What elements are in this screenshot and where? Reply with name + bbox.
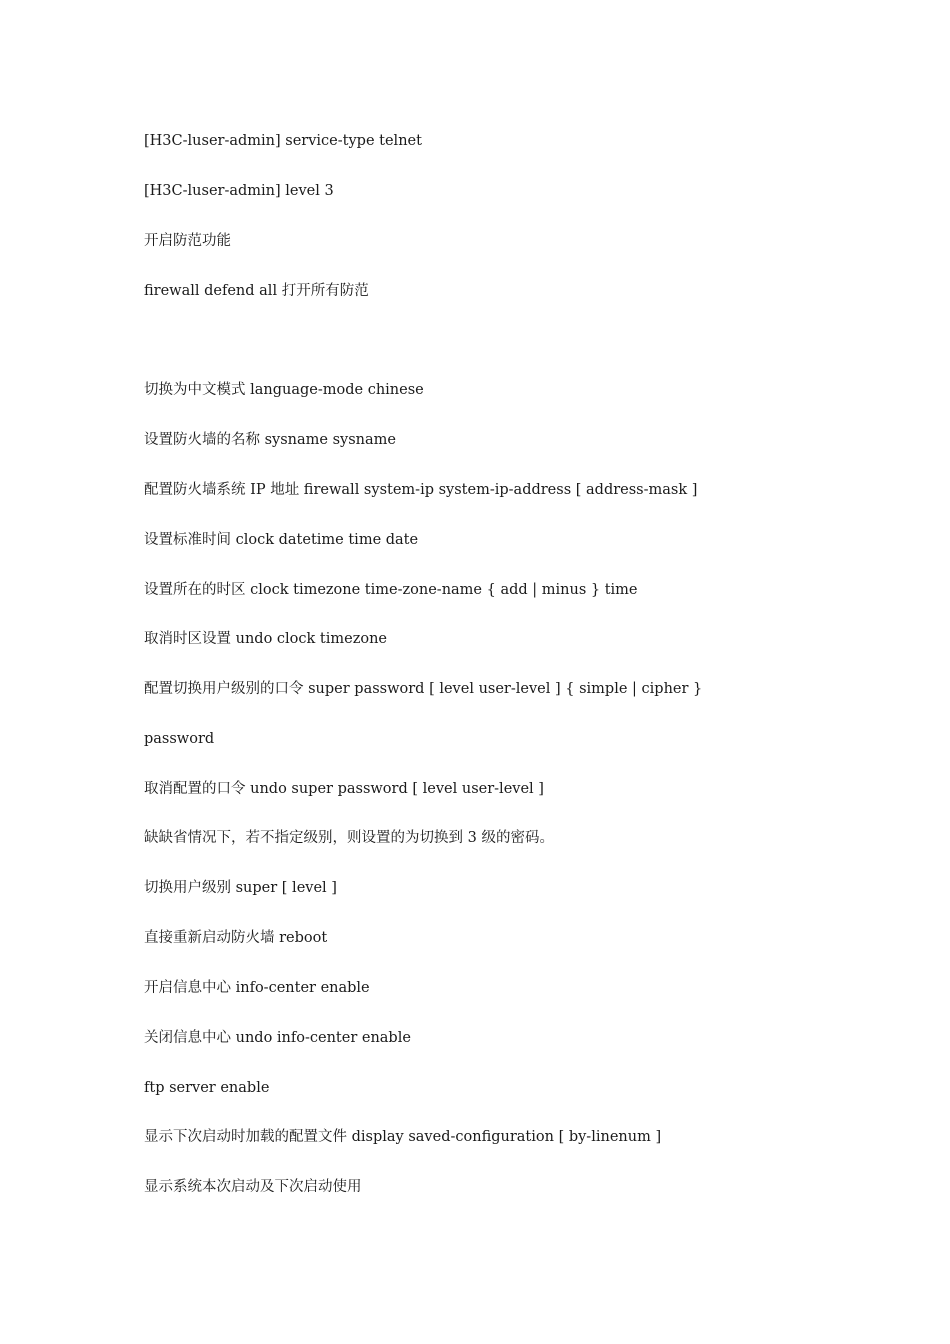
text-line: 切换为中文模式 language-mode chinese bbox=[144, 382, 424, 398]
text-line: 开启防范功能 bbox=[144, 233, 231, 249]
text-line: 显示系统本次启动及下次启动使用 bbox=[144, 1179, 362, 1195]
text-line: 开启信息中心 info-center enable bbox=[144, 980, 370, 996]
text-line: 配置防火墙系统 IP 地址 firewall system-ip system-ip-address [ address-mask ] bbox=[144, 482, 698, 498]
text-line: firewall defend all 打开所有防范 bbox=[144, 283, 369, 299]
text-line: 取消时区设置 undo clock timezone bbox=[144, 631, 387, 647]
text-line: 切换用户级别 super [ level ] bbox=[144, 880, 337, 896]
text-line: 显示下次启动时加载的配置文件 display saved-configuration [ by-linenum ] bbox=[144, 1129, 662, 1145]
text-line: [H3C-luser-admin] level 3 bbox=[144, 183, 334, 199]
text-line: 配置切换用户级别的口令 super password [ level user-level ] { simple | cipher } bbox=[144, 681, 703, 697]
text-line: 缺缺省情况下，若不指定级别，则设置的为切换到 3 级的密码。 bbox=[144, 830, 554, 846]
text-line: 设置所在的时区 clock timezone time-zone-name { add | minus } time bbox=[144, 582, 638, 598]
text-line: 关闭信息中心 undo info-center enable bbox=[144, 1030, 411, 1046]
text-line: 直接重新启动防火墙 reboot bbox=[144, 930, 328, 946]
text-line: 设置标准时间 clock datetime time date bbox=[144, 532, 419, 548]
text-line: password bbox=[144, 731, 215, 747]
text-line: ftp server enable bbox=[144, 1080, 270, 1096]
text-line: 设置防火墙的名称 sysname sysname bbox=[144, 432, 396, 448]
text-line: [H3C-luser-admin] service-type telnet bbox=[144, 133, 422, 149]
text-line: 取消配置的口令 undo super password [ level user-level ] bbox=[144, 781, 544, 797]
